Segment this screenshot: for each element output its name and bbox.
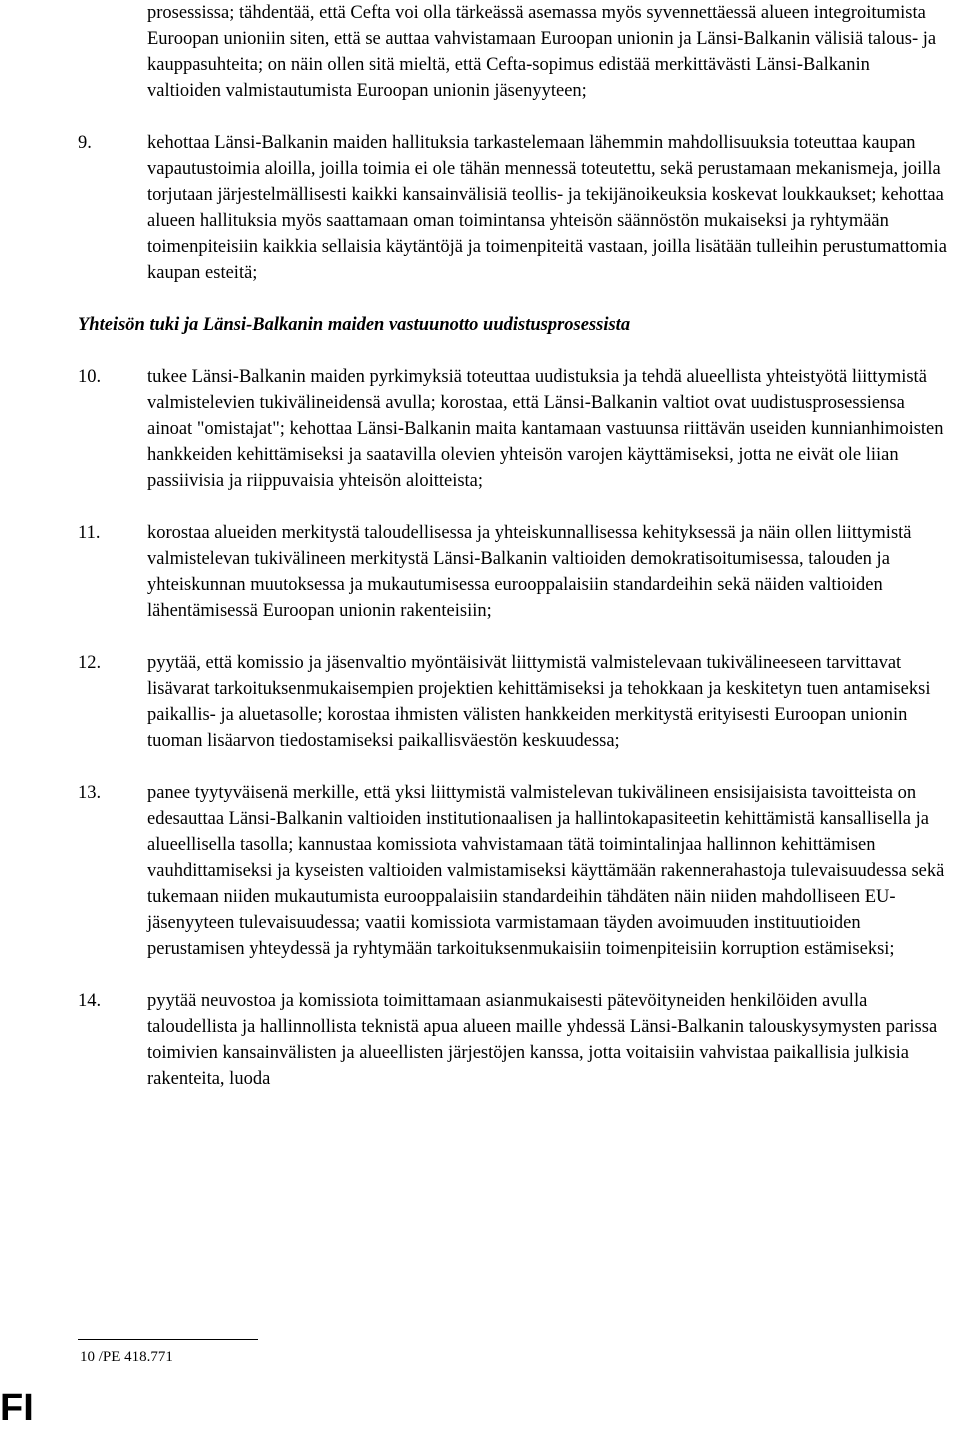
paragraph-13 (78, 780, 948, 962)
paragraph-text: korostaa alueiden merkitystä taloudellisessa ja yhteiskunnallisessa kehityksessä ja näin ollen liittymistä valmistelevan tukivälineen merkitystä Länsi-Balkanin valtioiden demokratisoitumisessa, talouden ja yhteiskunnan muutoksessa ja mukautumisessa eurooppalaisiin standardeihin sekä näiden valtioiden lähentämisessä Euroopan unionin rakenteisiin; (147, 523, 912, 621)
paragraph-text: prosessissa; tähdentää, että Cefta voi olla tärkeässä asemassa myös syvennettäessä alueen integroitumista Euroopan unioniin siten, että se auttaa vahvistamaan Euroopan unionin ja Länsi-Balkanin välisiä talous- ja kauppasuhteita; on näin ollen sitä mieltä, että Cefta-sopimus edistää merkittävästi Länsi-Balkanin valtioiden valmistautumista Euroopan unionin jäsenyyteen; (147, 3, 937, 101)
paragraph-number: 14. (78, 991, 102, 1011)
paragraph-text: pyytää neuvostoa ja komissiota toimittamaan asianmukaisesti pätevöityneiden henkilöiden avulla taloudellista ja hallinnollista teknistä apua alueen maille yhdessä Länsi-Balkanin talouskysymysten parissa toimivien kansainvälisten ja alueellisten järjestöjen kanssa, jotta voitaisiin vahvistaa paikallisia julkisia rakenteita, luoda (147, 991, 938, 1089)
intro-paragraph-continuation (78, 0, 948, 104)
paragraph-text: tukee Länsi-Balkanin maiden pyrkimyksiä toteuttaa uudistuksia ja tehdä alueellista yhteistyötä liittymistä valmistelevien tukivälineidensä avulla; korostaa, että Länsi-Balkanin valtiot ovat uudistusprosessiensa ainoat "omistajat"; kehottaa Länsi-Balkanin maita kantamaan vastuunsa riittävän useiden kunnianhimoisten hankkeiden kehittämiseksi ja saatavilla olevien yhteisön varojen käyttämiseksi, jotta ne eivät ole liian passiivisia ja riippuvaisia yhteisön aloitteista; (147, 367, 944, 491)
paragraph-number: 9. (78, 133, 92, 153)
paragraph-9 (78, 130, 948, 286)
paragraph-number: 12. (78, 653, 102, 673)
paragraph-14 (78, 988, 948, 1092)
paragraph-10 (78, 364, 948, 494)
paragraph-number: 11. (78, 523, 101, 543)
section-heading: Yhteisön tuki ja Länsi-Balkanin maiden vastuunotto uudistusprosessista (78, 315, 631, 335)
paragraph-text: kehottaa Länsi-Balkanin maiden hallituksia tarkastelemaan lähemmin mahdollisuuksia toteuttaa kaupan vapautustoimia aloilla, joilla toimia ei ole tähän mennessä toteutettu, sekä perustamaan mekanismeja, joilla torjutaan järjestelmällisesti kaikki kansainvälisiä teollis- ja tekijänoikeuksia koskevat loukkaukset; kehottaa alueen hallituksia myös saattamaan oman toimintansa yhteisön säännöstön mukaiseksi ja ryhtymään toimenpiteisiin kaikkia sellaisia käytäntöjä ja toimenpiteitä vastaan, joilla lisätään tulleihin perustumattomia kaupan esteitä; (147, 133, 947, 283)
paragraph-text: panee tyytyväisenä merkille, että yksi liittymistä valmistelevan tukivälineen ensisijaisista tavoitteista on edesauttaa Länsi-Balkanin valtioiden institutionaalisen ja hallintokapasiteetin kehittämistä kansallisella ja alueellisella tasolla; kannustaa komissiota vahvistamaan tätä toimintalinjaa hallinnon kehittämisen vauhdittamiseksi ja kyseisten valtioiden valmistamiseksi käyttämään rakennerahastoja tulevaisuudessa sekä tukemaan niiden mukautumista eurooppalaisiin standardeihin tähdäten näin niiden mahdolliseen EU-jäsenyyteen tulevaisuudessa; vaatii komissiota varmistamaan täyden avoimuuden instituutioiden perustamisen yhteydessä ja ryhtymään tarkoituksenmukaisiin toimenpiteisiin korruption estämiseksi; (147, 783, 945, 959)
footer-divider (78, 1339, 258, 1340)
paragraph-number: 13. (78, 783, 102, 803)
paragraph-12 (78, 650, 948, 754)
paragraph-number: 10. (78, 367, 102, 387)
document-body (78, 0, 948, 1118)
footer-page-reference: 10 /PE 418.771 (80, 1349, 173, 1365)
paragraph-11 (78, 520, 948, 624)
language-code: FI (0, 1387, 34, 1429)
paragraph-text: pyytää, että komissio ja jäsenvaltio myöntäisivät liittymistä valmistelevaan tukivälineeseen tarvittavat lisävarat tarkoituksenmukaisempien projektien kehittämiseksi ja tehokkaan ja keskitetyn tuen antamiseksi paikallis- ja aluetasolle; korostaa ihmisten välisten hankkeiden merkitystä erityisesti Euroopan unionin tuoman lisäarvon tiedostamiseksi paikallisväestön keskuudessa; (147, 653, 931, 751)
